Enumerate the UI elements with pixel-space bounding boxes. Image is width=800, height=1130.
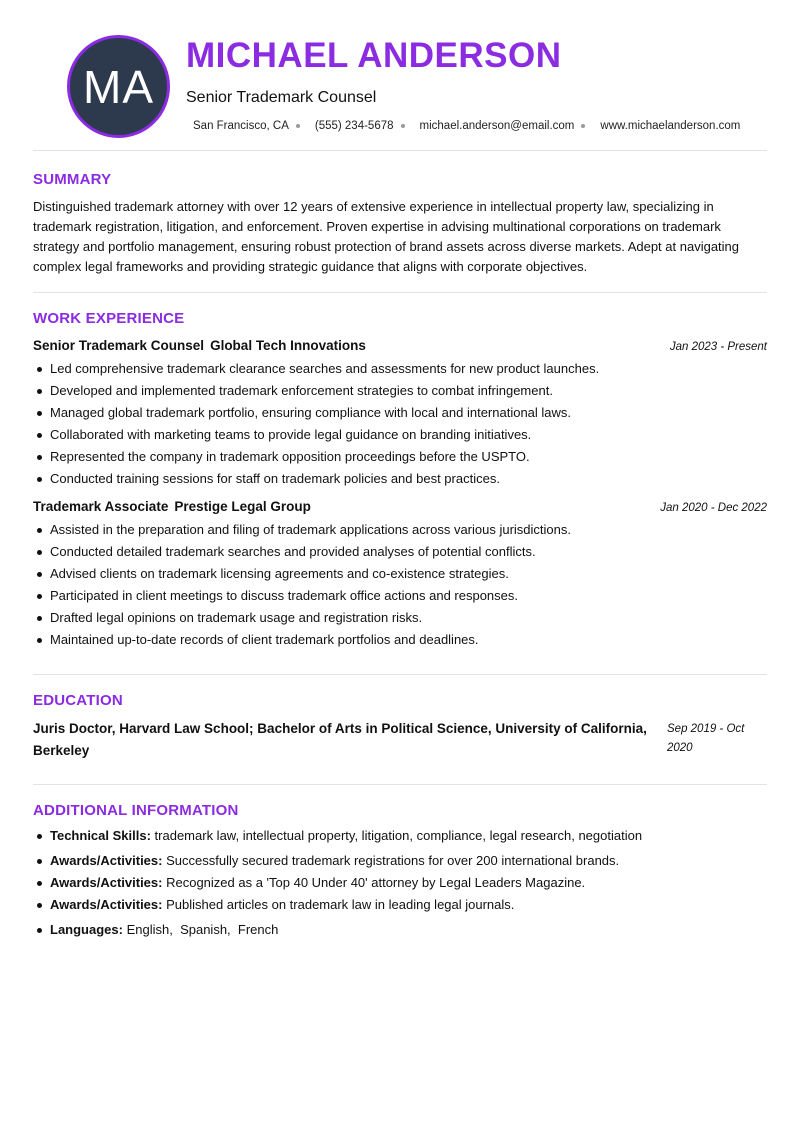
job-entry bbox=[33, 338, 767, 490]
contact-phone: (555) 234-5678 bbox=[314, 120, 394, 132]
list-item: Participated in client meetings to discuss trademark office actions and responses. bbox=[33, 585, 767, 607]
info-text: trademark law, intellectual property, litigation, compliance, legal research, negotiation bbox=[154, 828, 643, 843]
info-text: Published articles on trademark law in leading legal journals. bbox=[166, 897, 515, 912]
list-item: Represented the company in trademark opposition proceedings before the USPTO. bbox=[33, 446, 767, 468]
contact-website[interactable]: www.michaelanderson.com bbox=[600, 120, 741, 132]
job-entry bbox=[33, 499, 767, 651]
info-label: Awards/Activities: bbox=[50, 875, 163, 890]
avatar-initials: MA bbox=[83, 60, 154, 113]
job-title: Senior Trademark Counsel bbox=[33, 338, 205, 353]
job-company: Prestige Legal Group bbox=[174, 499, 311, 514]
info-label: Awards/Activities: bbox=[50, 897, 163, 912]
education-section bbox=[33, 675, 767, 784]
section-heading-additional: ADDITIONAL INFORMATION bbox=[33, 802, 239, 819]
info-text: Recognized as a 'Top 40 Under 40' attorney by Legal Leaders Magazine. bbox=[166, 875, 586, 890]
list-item: Led comprehensive trademark clearance searches and assessments for new product launches. bbox=[33, 358, 767, 380]
education-entry bbox=[33, 718, 767, 762]
contact-info bbox=[193, 120, 740, 132]
job-bullets bbox=[33, 358, 767, 490]
separator-dot bbox=[581, 124, 585, 128]
list-item: Assisted in the preparation and filing of trademark applications across various jurisdictions. bbox=[33, 519, 767, 541]
candidate-title: Senior Trademark Counsel bbox=[186, 89, 377, 106]
summary-text: Distinguished trademark attorney with over 12 years of extensive experience in intellectual property law, specializing in trademark registration, litigation, and enforcement. Proven expertise in advising multinational corporations on trademark strategy and portfolio management, ensuring robust protection of brand assets across diverse markets. Adept at navigating complex legal frameworks and providing strategic guidance that aligns with corporate objectives. bbox=[33, 199, 740, 274]
list-item: Conducted detailed trademark searches and provided analyses of potential conflicts. bbox=[33, 541, 767, 563]
list-item: Managed global trademark portfolio, ensuring compliance with local and international laws. bbox=[33, 402, 767, 424]
list-item: Maintained up-to-date records of client trademark portfolios and deadlines. bbox=[33, 629, 767, 651]
job-dates: Jan 2023 - Present bbox=[669, 341, 767, 353]
info-label: Awards/Activities: bbox=[50, 853, 163, 868]
job-company: Global Tech Innovations bbox=[210, 338, 366, 353]
summary-section bbox=[33, 151, 767, 292]
list-item bbox=[33, 894, 767, 916]
job-header bbox=[33, 499, 767, 514]
candidate-name: MICHAEL ANDERSON bbox=[186, 36, 562, 75]
resume-header bbox=[33, 0, 767, 150]
job-title: Trademark Associate bbox=[33, 499, 169, 514]
job-header bbox=[33, 338, 767, 353]
list-item: Developed and implemented trademark enforcement strategies to combat infringement. bbox=[33, 380, 767, 402]
separator-dot bbox=[401, 124, 405, 128]
section-heading-summary: SUMMARY bbox=[33, 171, 112, 188]
list-item: Advised clients on trademark licensing agreements and co-existence strategies. bbox=[33, 563, 767, 585]
contact-location: San Francisco, CA bbox=[193, 120, 289, 132]
education-degree: Juris Doctor, Harvard Law School; Bachelor of Arts in Political Science, University of California, Berkeley bbox=[33, 721, 647, 758]
section-heading-experience: WORK EXPERIENCE bbox=[33, 310, 185, 327]
list-item bbox=[33, 919, 767, 941]
separator-dot bbox=[296, 124, 300, 128]
info-label: Languages: bbox=[50, 922, 123, 937]
list-item: Collaborated with marketing teams to provide legal guidance on branding initiatives. bbox=[33, 424, 767, 446]
additional-list bbox=[33, 825, 767, 941]
list-item: Drafted legal opinions on trademark usage and registration risks. bbox=[33, 607, 767, 629]
experience-section bbox=[33, 293, 767, 674]
info-label: Technical Skills: bbox=[50, 828, 151, 843]
list-item bbox=[33, 872, 767, 894]
additional-section bbox=[33, 785, 767, 941]
info-text: English, Spanish, French bbox=[126, 922, 279, 937]
job-bullets bbox=[33, 519, 767, 651]
list-item: Conducted training sessions for staff on trademark policies and best practices. bbox=[33, 468, 767, 490]
contact-email[interactable]: michael.anderson@email.com bbox=[419, 120, 575, 132]
list-item bbox=[33, 850, 767, 872]
job-dates: Jan 2020 - Dec 2022 bbox=[660, 502, 767, 514]
education-dates: Sep 2019 - Oct 2020 bbox=[667, 723, 745, 754]
info-text: Successfully secured trademark registrations for over 200 international brands. bbox=[166, 853, 620, 868]
avatar bbox=[67, 35, 170, 138]
list-item bbox=[33, 825, 767, 847]
section-heading-education: EDUCATION bbox=[33, 692, 123, 709]
